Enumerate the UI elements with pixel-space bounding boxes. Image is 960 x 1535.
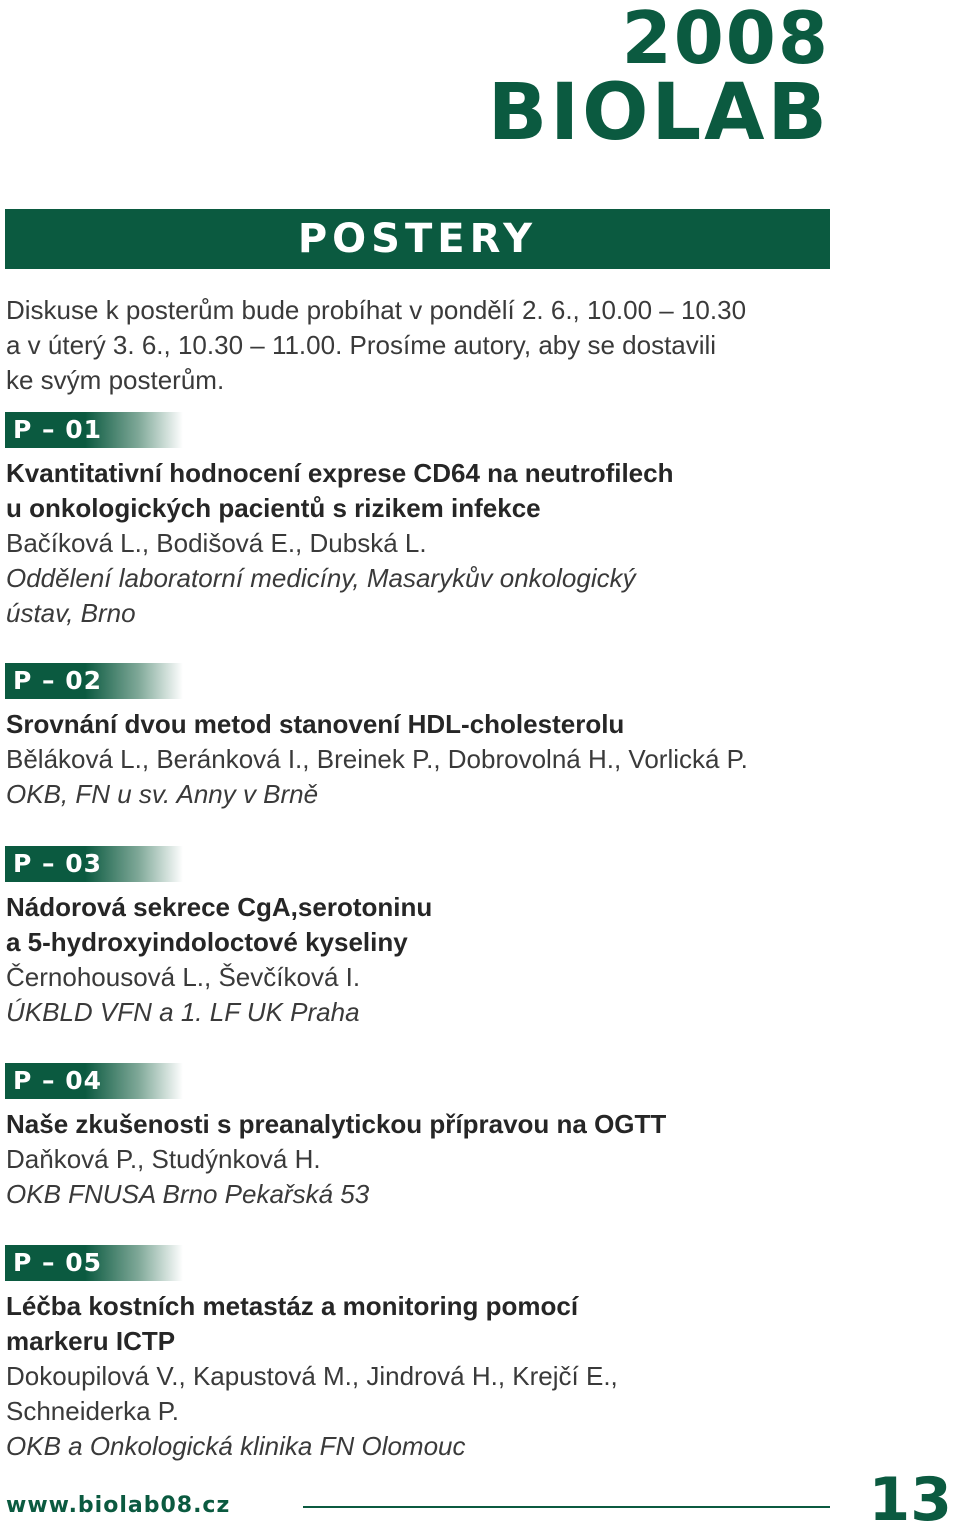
poster-code-tag: P – 01 bbox=[5, 412, 183, 448]
page-number: 13 bbox=[868, 1465, 952, 1535]
poster-entry-p05 bbox=[0, 1245, 900, 1464]
footer-url-link[interactable]: www.biolab08.cz bbox=[6, 1493, 231, 1518]
brand-name: BIOLAB bbox=[487, 68, 830, 158]
poster-title bbox=[6, 707, 900, 742]
poster-title-line: Nádorová sekrece CgA,serotoninu bbox=[6, 892, 433, 922]
intro-line: ke svým posterům. bbox=[6, 365, 225, 395]
intro-line: a v úterý 3. 6., 10.30 – 11.00. Prosíme autory, aby se dostavili bbox=[6, 330, 717, 360]
poster-authors-line: Dokoupilová V., Kapustová M., Jindrová H., Krejčí E., bbox=[6, 1361, 618, 1391]
poster-entry-p02 bbox=[0, 663, 900, 812]
poster-authors: Bačíková L., Bodišová E., Dubská L. bbox=[6, 528, 427, 558]
poster-title-line: markeru ICTP bbox=[6, 1326, 176, 1356]
poster-title-line: u onkologických pacientů s rizikem infekce bbox=[6, 493, 541, 523]
poster-code-tag: P – 05 bbox=[5, 1245, 183, 1281]
poster-affiliation bbox=[6, 1429, 900, 1464]
poster-affiliation-line: Oddělení laboratorní medicíny, Masarykův onkologický bbox=[6, 563, 636, 593]
poster-affiliation bbox=[6, 1177, 900, 1212]
poster-title-line: Kvantitativní hodnocení exprese CD64 na neutrofilech bbox=[6, 458, 674, 488]
poster-title bbox=[6, 890, 900, 960]
brand-year: 2008 bbox=[621, 0, 830, 80]
poster-affiliation-line: OKB FNUSA Brno Pekařská 53 bbox=[6, 1179, 370, 1209]
poster-authors-line: Schneiderka P. bbox=[6, 1396, 179, 1426]
poster-affiliation bbox=[6, 777, 900, 812]
footer-divider bbox=[303, 1506, 830, 1508]
poster-title bbox=[6, 456, 900, 526]
poster-entry-p03 bbox=[0, 846, 900, 1030]
poster-title-line: Srovnání dvou metod stanovení HDL-cholesterolu bbox=[6, 709, 625, 739]
poster-title bbox=[6, 1289, 900, 1359]
poster-title-line: Léčba kostních metastáz a monitoring pomocí bbox=[6, 1291, 579, 1321]
section-banner: POSTERY bbox=[5, 209, 830, 269]
poster-code-tag: P – 02 bbox=[5, 663, 183, 699]
poster-entry-p04 bbox=[0, 1063, 900, 1212]
poster-authors: Daňková P., Studýnková H. bbox=[6, 1144, 321, 1174]
intro-line: Diskuse k posterům bude probíhat v pondělí 2. 6., 10.00 – 10.30 bbox=[6, 295, 747, 325]
poster-affiliation bbox=[6, 561, 900, 631]
intro-paragraph bbox=[6, 293, 836, 398]
poster-affiliation-line: ÚKBLD VFN a 1. LF UK Praha bbox=[6, 997, 360, 1027]
poster-title-line: a 5-hydroxyindoloctové kyseliny bbox=[6, 927, 408, 957]
poster-code-tag: P – 03 bbox=[5, 846, 183, 882]
poster-title bbox=[6, 1107, 900, 1142]
poster-affiliation-line: ústav, Brno bbox=[6, 598, 136, 628]
poster-code-tag: P – 04 bbox=[5, 1063, 183, 1099]
brand-header bbox=[487, 0, 830, 158]
poster-authors: Běláková L., Beránková I., Breinek P., Dobrovolná H., Vorlická P. bbox=[6, 744, 748, 774]
poster-title-line: Naše zkušenosti s preanalytickou přípravou na OGTT bbox=[6, 1109, 667, 1139]
poster-affiliation-line: OKB a Onkologická klinika FN Olomouc bbox=[6, 1431, 466, 1461]
poster-entry-p01 bbox=[0, 412, 900, 631]
poster-authors: Černohousová L., Ševčíková I. bbox=[6, 962, 361, 992]
poster-authors bbox=[6, 1359, 900, 1429]
poster-affiliation-line: OKB, FN u sv. Anny v Brně bbox=[6, 779, 319, 809]
poster-affiliation bbox=[6, 995, 900, 1030]
